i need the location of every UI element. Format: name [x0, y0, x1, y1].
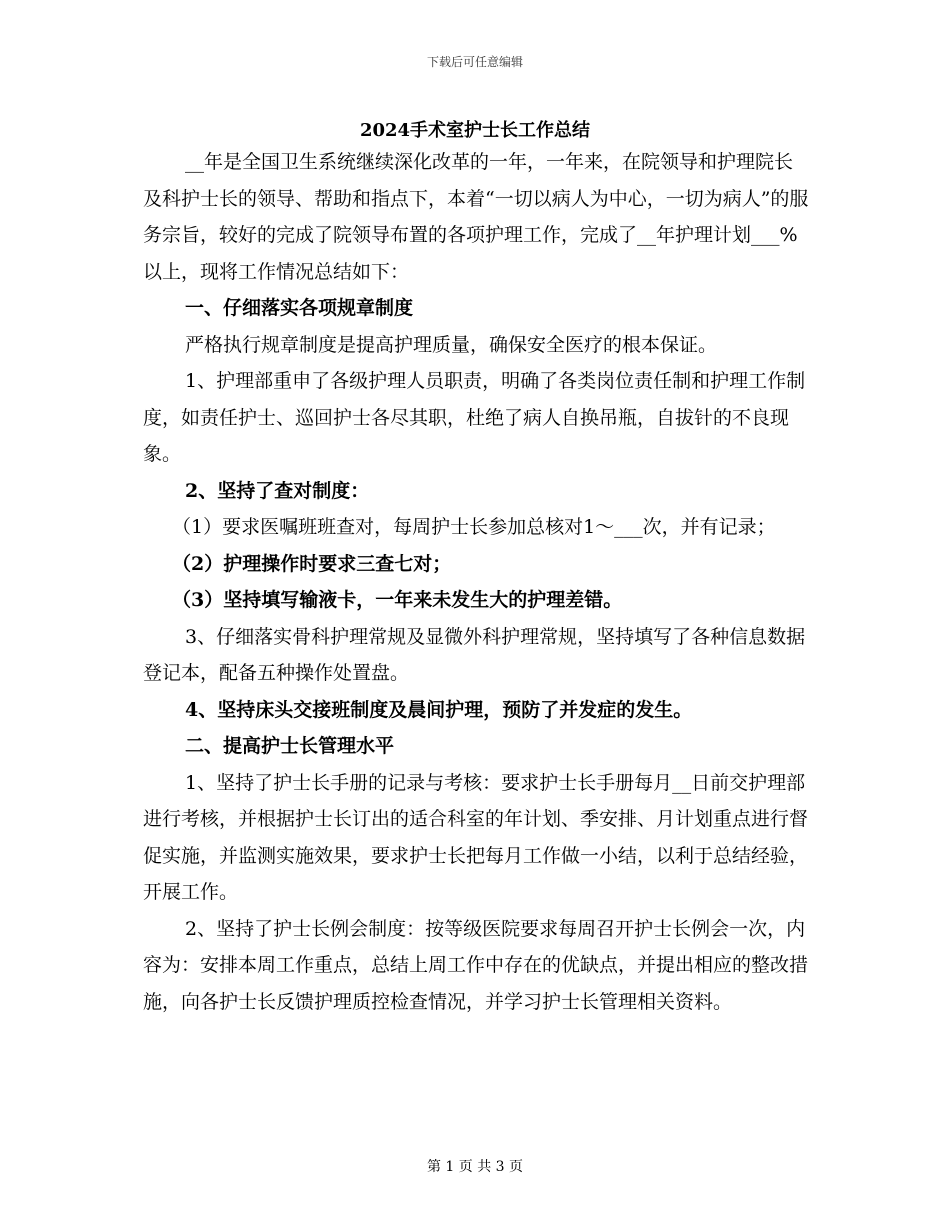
page-header: 下载后可任意编辑	[426, 55, 523, 69]
section-heading-1: 一、仔细落实各项规章制度	[185, 297, 414, 319]
paragraph: 严格执行规章制度是提高护理质量，确保安全医疗的根本保证。	[185, 333, 718, 356]
list-item: （3）坚持填写输液卡，一年来未发生大的护理差错。	[172, 589, 623, 611]
section-heading-2: 二、提高护士长管理水平	[185, 735, 395, 757]
paragraph: 3、仔细落实骨科护理常规及显微外科护理常规，坚持填写了各种信息数据登记本，配备五种操作处置盘。	[143, 625, 806, 684]
paragraph: 4、坚持床头交接班制度及晨间护理，预防了并发症的发生。	[185, 698, 693, 721]
list-item: （1）要求医嘱班班查对，每周护士长参加总核对1～___次，并有记录；	[172, 516, 776, 538]
paragraph: 2、坚持了护士长例会制度：按等级医院要求每周召开护士长例会一次，内容为：安排本周工作重点，总结上周工作中存在的优缺点，并提出相应的整改措施，向各护士长反馈护理质控检查情况，并学习护士长管理相关资料。	[143, 917, 809, 1013]
document-title: 2024手术室护士长工作总结	[359, 120, 591, 141]
page-footer: 第 1 页 共 3 页	[426, 1159, 524, 1175]
paragraph: 1、护理部重申了各级护理人员职责，明确了各类岗位责任制和护理工作制度，如责任护士、巡回护士各尽其职，杜绝了病人自换吊瓶，自拔针的不良现象。	[143, 370, 806, 465]
list-item: （2）护理操作时要求三查七对；	[172, 552, 452, 575]
document-body	[143, 144, 811, 1020]
paragraph: 1、坚持了护士长手册的记录与考核：要求护士长手册每月__日前交护理部进行考核，并根据护士长订出的适合科室的年计划、季安排、月计划重点进行督促实施，并监测实施效果，要求护士长把每月工作做一小结，以利于总结经验，开展工作。	[143, 771, 809, 903]
intro-paragraph: __年是全国卫生系统继续深化改革的一年，一年来，在院领导和护理院长及科护士长的领导、帮助和指点下，本着“一切以病人为中心，一切为病人”的服务宗旨，较好的完成了院领导布置的各项护理工作，完成了__年护理计划___%以上，现将工作情况总结如下：	[143, 151, 809, 283]
sub-heading: 2、坚持了查对制度：	[185, 479, 370, 502]
